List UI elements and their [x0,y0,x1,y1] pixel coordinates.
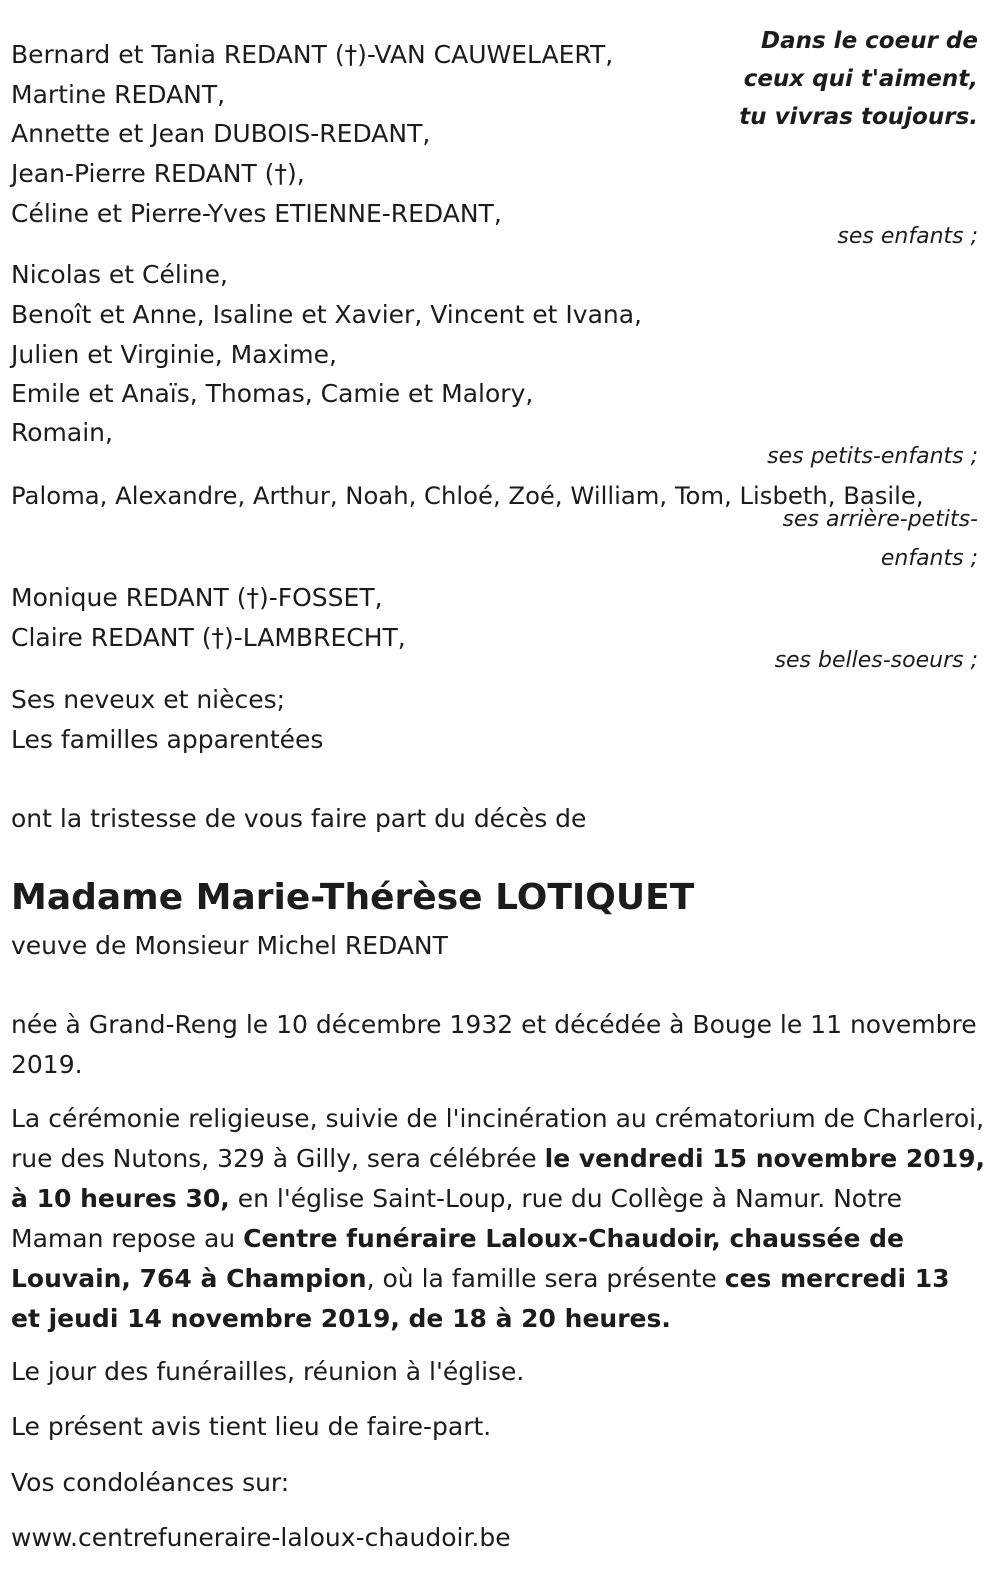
family-line: Romain, [11,418,113,447]
family-line: Paloma, Alexandre, Arthur, Noah, Chloé, Zoé, William, Tom, Lisbeth, Basile, [11,481,924,510]
birth-death-paragraph: née à Grand-Reng le 10 décembre 1932 et décédée à Bouge le 11 novembre 2019. [11,1010,977,1079]
family-line: Nicolas et Céline, [11,260,228,289]
funeral-day-text: Le jour des funérailles, réunion à l'église. [11,1357,525,1386]
family-line: Ses neveux et nièces; [11,685,286,714]
relation-label-grandchildren: ses petits-enfants ; [767,444,978,469]
family-line: Emile et Anaïs, Thomas, Camie et Malory, [11,379,534,408]
quote-line: tu vivras toujours. [739,104,978,130]
family-line: Les familles apparentées [11,725,324,754]
ceremony-paragraph [11,1099,986,1339]
condolences-label: Vos condoléances sur: [11,1468,290,1497]
announcement-text: ont la tristesse de vous faire part du décès de [11,804,587,833]
family-line: Benoît et Anne, Isaline et Xavier, Vincent et Ivana, [11,300,643,329]
relation-label-great-grandchildren-cont: enfants ; [880,546,978,571]
ceremony-text: La cérémonie religieuse, suivie de l'incinération au crématorium de Charleroi, rue des Nutons, 329 à Gilly, sera célébrée [11,1104,985,1173]
ceremony-date: le vendredi 15 novembre 2019, à 10 heures 30, [11,1144,985,1213]
ceremony-text: en l'église Saint-Loup, rue du Collège à Namur. Notre Maman repose au [11,1184,903,1253]
family-line: Céline et Pierre-Yves ETIENNE-REDANT, [11,199,502,228]
widow-of-text: veuve de Monsieur Michel REDANT [11,931,448,960]
family-line: Monique REDANT (†)-FOSSET, [11,583,383,612]
funeral-home-address: Centre funéraire Laloux-Chaudoir, chaussée de Louvain, 764 à Champion [11,1224,904,1293]
family-line: Jean-Pierre REDANT (†), [11,159,305,188]
quote-line: ceux qui t'aiment, [743,66,978,92]
family-line: Annette et Jean DUBOIS-REDANT, [11,119,431,148]
family-line: Bernard et Tania REDANT (†)-VAN CAUWELAERT, [11,40,614,69]
relation-label-children: ses enfants ; [837,224,978,249]
ceremony-text: , où la famille sera présente [366,1264,725,1293]
quote-line: Dans le coeur de [761,28,978,54]
relation-label-great-grandchildren: ses arrière-petits- [782,507,978,532]
deceased-name: Madame Marie-Thérèse LOTIQUET [11,877,695,918]
epitaph-quote [739,22,978,136]
visitation-dates: ces mercredi 13 et jeudi 14 novembre 2019, de 18 à 20 heures. [11,1264,950,1333]
family-line: Martine REDANT, [11,80,226,109]
notice-text: Le présent avis tient lieu de faire-part. [11,1412,492,1441]
family-line: Claire REDANT (†)-LAMBRECHT, [11,623,406,652]
website-link[interactable]: www.centrefuneraire-laloux-chaudoir.be [11,1523,511,1552]
family-line: Julien et Virginie, Maxime, [11,340,337,369]
relation-label-sisters-in-law: ses belles-soeurs ; [774,648,978,673]
